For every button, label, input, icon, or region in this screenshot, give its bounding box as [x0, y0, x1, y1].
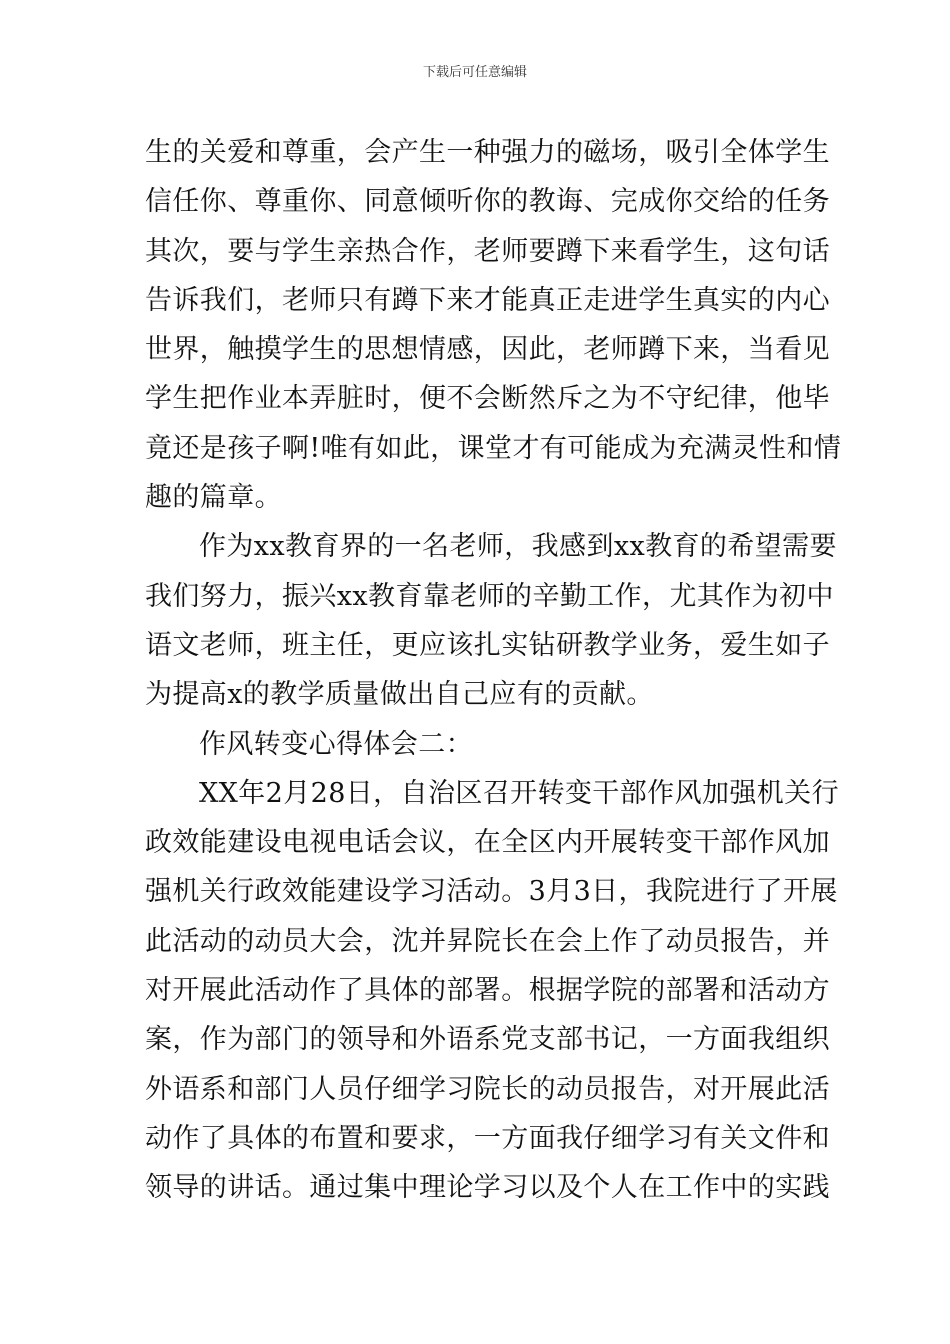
text-line: 政效能建设电视电话会议，在全区内开展转变干部作风加: [145, 827, 830, 859]
text-line: 趣的篇章。: [145, 482, 282, 514]
text-line: 对开展此活动作了具体的部署。根据学院的部署和活动方: [145, 975, 830, 1007]
text-line: 为提高x的教学质量做出自己应有的贡献。: [145, 679, 654, 711]
text-line: 动作了具体的布置和要求，一方面我仔细学习有关文件和: [145, 1122, 830, 1154]
section-heading: 作风转变心得体会二：: [199, 728, 473, 760]
text-line: 生的关爱和尊重，会产生一种强力的磁场，吸引全体学生: [145, 137, 830, 168]
text-line: 信任你、尊重你、同意倾听你的教诲、完成你交给的任务: [145, 186, 830, 218]
text-line: 世界，触摸学生的思想情感，因此，老师蹲下来，当看见: [145, 334, 830, 366]
text-line: 案，作为部门的领导和外语系党支部书记，一方面我组织: [145, 1024, 830, 1056]
text-line: 领导的讲话。通过集中理论学习以及个人在工作中的实践: [145, 1172, 830, 1204]
page-header: 下载后可任意编辑: [422, 65, 527, 80]
document-body: [145, 128, 842, 1213]
text-line: 语文老师，班主任，更应该扎实钻研教学业务，爱生如子: [145, 629, 830, 661]
paragraph-first-line: 作为xx教育界的一名老师，我感到xx教育的希望需要: [199, 531, 837, 563]
text-line: 其次，要与学生亲热合作，老师要蹲下来看学生，这句话: [145, 235, 830, 267]
text-line: 告诉我们，老师只有蹲下来才能真正走进学生真实的内心: [145, 284, 830, 316]
text-line: 此活动的动员大会，沈并昇院长在会上作了动员报告，并: [145, 925, 830, 957]
text-line: 我们努力，振兴xx教育靠老师的辛勤工作，尤其作为初中: [145, 580, 834, 612]
text-line: 学生把作业本弄脏时，便不会断然斥之为不守纪律，他毕: [145, 383, 830, 415]
text-line: 外语系和部门人员仔细学习院长的动员报告，对开展此活: [145, 1073, 830, 1105]
paragraph-first-line: XX年2月28日，自治区召开转变干部作风加强机关行: [199, 777, 839, 809]
text-line: 强机关行政效能建设学习活动。3月3日，我院进行了开展: [145, 876, 838, 908]
text-line: 竟还是孩子啊!唯有如此，课堂才有可能成为充满灵性和情: [145, 432, 842, 464]
